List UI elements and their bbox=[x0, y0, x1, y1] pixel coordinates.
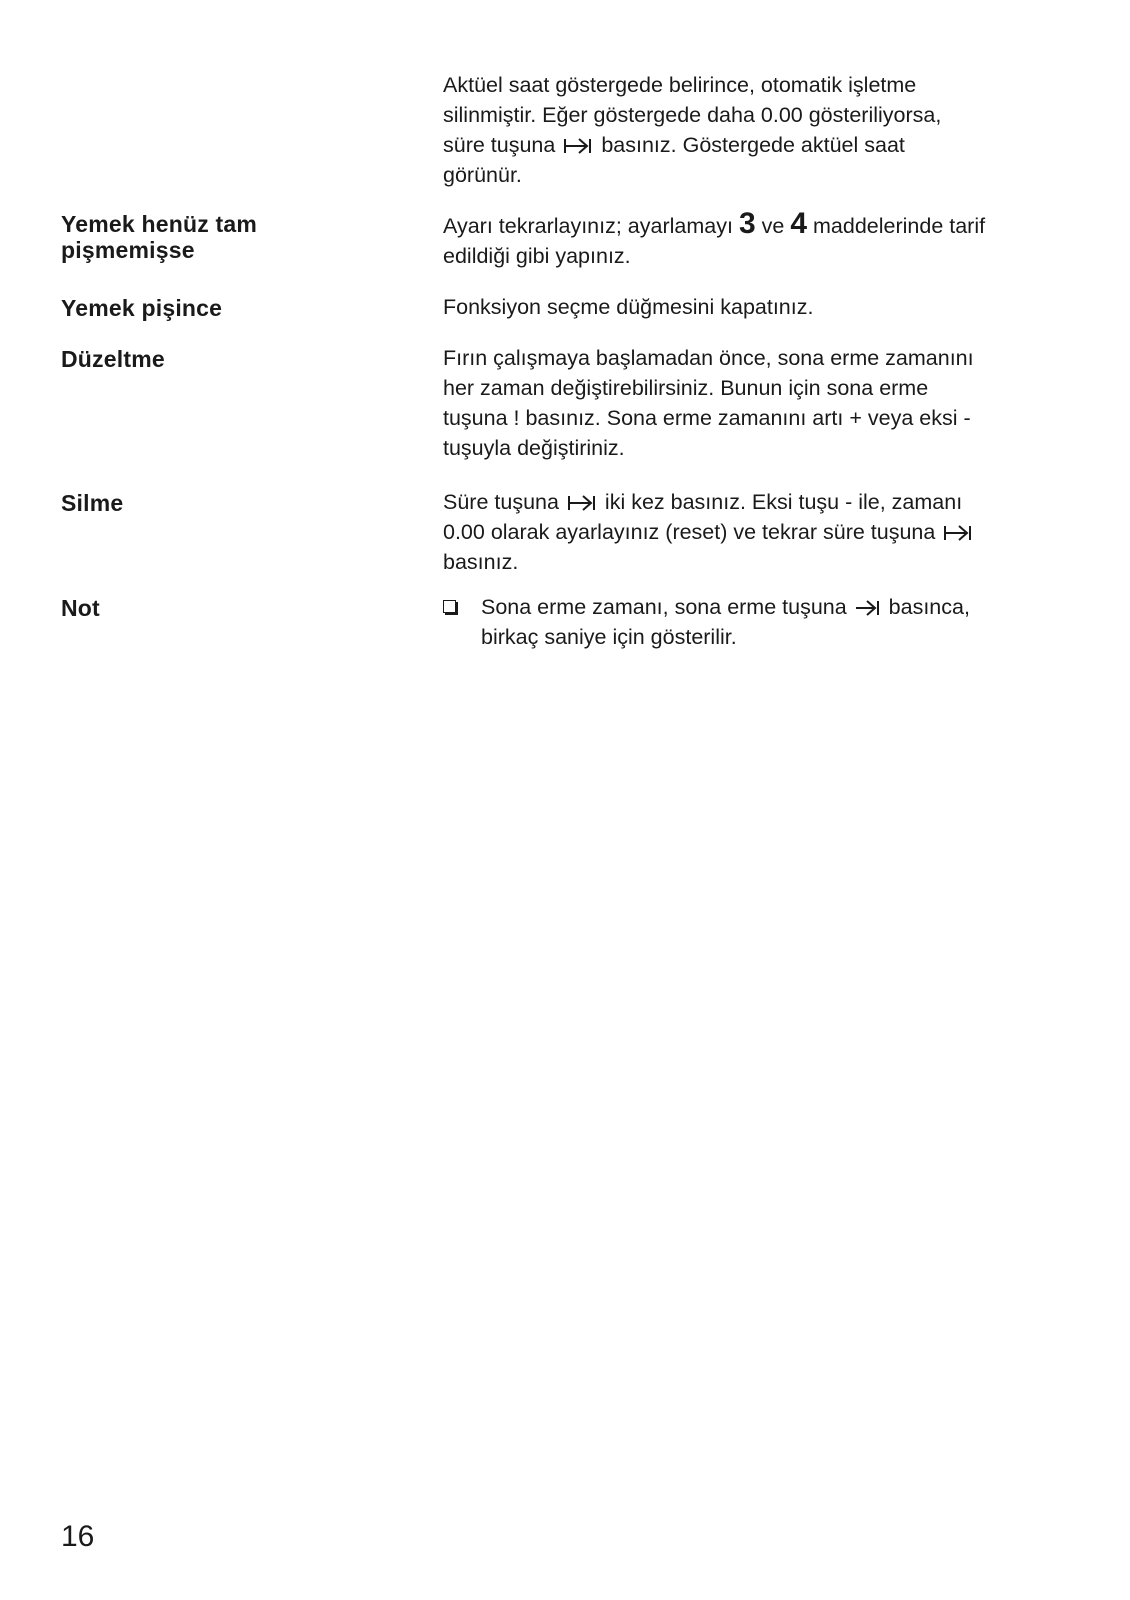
intro-line: görünür. bbox=[443, 163, 522, 187]
text-line: tuşuyla değiştiriniz. bbox=[443, 436, 625, 460]
heading-line: pişmemişse bbox=[61, 237, 195, 263]
heading-line: Yemek henüz tam bbox=[61, 211, 258, 237]
text-fragment: ve bbox=[761, 214, 785, 238]
section-text bbox=[443, 592, 1083, 652]
section-heading: Silme bbox=[61, 490, 124, 516]
section-heading: Yemek pişince bbox=[61, 295, 223, 321]
text-line bbox=[481, 592, 1083, 622]
text-fragment: maddelerinde tarif bbox=[813, 214, 986, 238]
section-text bbox=[443, 487, 1083, 577]
list-item bbox=[443, 592, 1083, 652]
end-time-key-icon bbox=[855, 598, 881, 618]
section-text bbox=[443, 343, 1083, 463]
text-line: birkaç saniye için gösterilir. bbox=[481, 625, 737, 649]
intro-line bbox=[443, 130, 1083, 160]
text-fragment: Ayarı tekrarlayınız; ayarlamayı bbox=[443, 214, 733, 238]
text-fragment: Süre tuşuna bbox=[443, 490, 559, 514]
text-fragment: Sona erme zamanı, sona erme tuşuna bbox=[481, 595, 847, 619]
text-line: tuşuna ! basınız. Sona erme zamanını artı + veya eksi - bbox=[443, 406, 971, 430]
step-number: 4 bbox=[790, 207, 808, 240]
checkbox-bullet-icon bbox=[443, 600, 456, 613]
intro-text bbox=[443, 70, 1083, 190]
intro-line: silinmiştir. Eğer göstergede daha 0.00 gösteriliyorsa, bbox=[443, 103, 942, 127]
text-line bbox=[443, 487, 1083, 517]
text-line bbox=[443, 517, 1083, 547]
section-heading bbox=[61, 211, 391, 263]
intro-text-fragment: basınız. Göstergede aktüel saat bbox=[601, 133, 905, 157]
text-line bbox=[443, 207, 1083, 241]
section-text: Fonksiyon seçme düğmesini kapatınız. bbox=[443, 295, 814, 319]
text-line: basınız. bbox=[443, 550, 519, 574]
text-fragment: basınca, bbox=[888, 595, 970, 619]
duration-key-icon bbox=[567, 493, 597, 513]
duration-key-icon bbox=[943, 523, 973, 543]
step-number: 3 bbox=[738, 207, 756, 240]
page-number: 16 bbox=[61, 1520, 95, 1553]
text-line: edildiği gibi yapınız. bbox=[443, 244, 631, 268]
intro-text-fragment: süre tuşuna bbox=[443, 133, 556, 157]
section-text bbox=[443, 207, 1083, 271]
text-line: her zaman değiştirebilirsiniz. Bunun için sona erme bbox=[443, 376, 929, 400]
section-heading: Not bbox=[61, 595, 100, 621]
text-fragment: iki kez basınız. Eksi tuşu - ile, zamanı bbox=[604, 490, 963, 514]
duration-key-icon bbox=[563, 136, 593, 156]
text-line: Fırın çalışmaya başlamadan önce, sona erme zamanını bbox=[443, 346, 974, 370]
section-heading: Düzeltme bbox=[61, 346, 165, 372]
text-fragment: 0.00 olarak ayarlayınız (reset) ve tekrar süre tuşuna bbox=[443, 520, 936, 544]
intro-line: Aktüel saat göstergede belirince, otomatik işletme bbox=[443, 73, 917, 97]
